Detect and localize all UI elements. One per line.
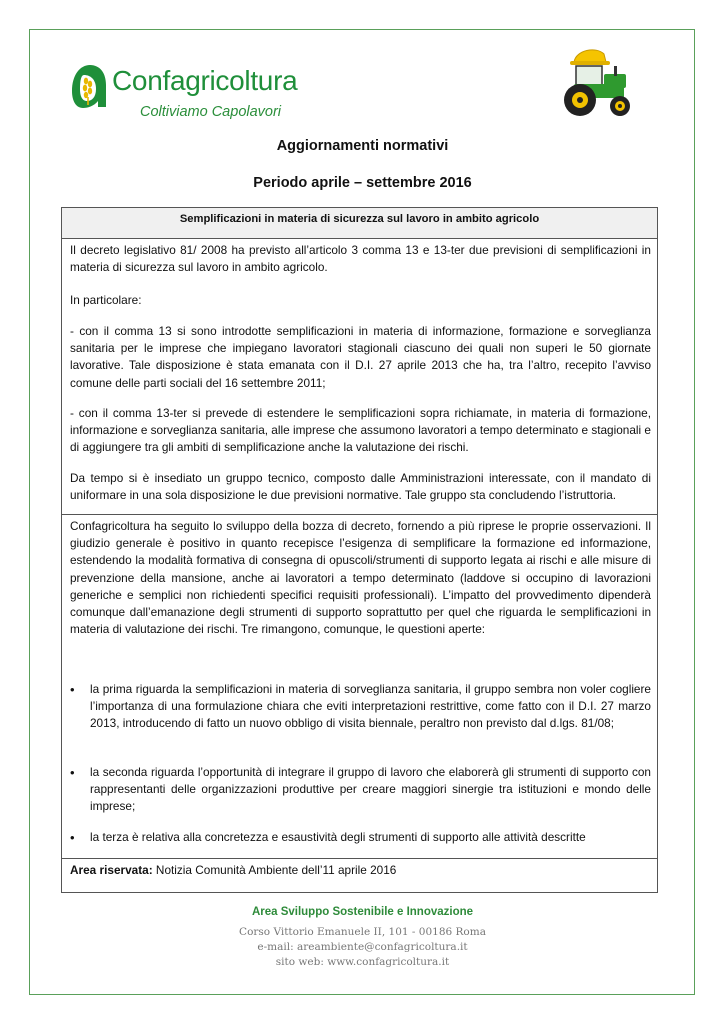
wheat-logo-icon — [68, 61, 108, 109]
paragraph-confagricoltura: Confagricoltura ha seguito lo sviluppo della bozza di decreto, fornendo a più riprese le proprie osservazioni. Il giudizio generale è positivo in quanto recepisce l’esigenza di semplificare la formazione ed informazione, estendendo la modalità formativa di consegna di opuscoli/strumenti di supporto legata ai rischi e alle misure di prevenzione della mansione, anche ai lavoratori a tempo determinato (laddove si occupino di lavorazioni generiche e semplici non richiedenti specifici requisiti professionali). L’impatto del provvedimento dipenderà comunque dall’emanazione degli strumenti di supporto soprattutto per quel che riguarda le semplificazioni in materia di valutazione dei rischi. Tre rimangono, comunque, le questioni aperte: — [70, 519, 651, 637]
bullet-text: la prima riguarda la semplificazioni in materia di sorveglianza sanitaria, il gruppo sembra non voler cogliere l’importanza di una formulazione chiara che eviti interpretazioni restrittive, come fatto con il D.I. 27 marzo 2013, introducendo di fatto un nuovo obbligo di visita biennale, peraltro non previsto dal d.lgs. 81/08; — [90, 682, 651, 731]
footer-area-name: Area Sviluppo Sostenibile e Innovazione — [251, 906, 474, 918]
footer-email: e-mail: areambiente@confagricoltura.it — [257, 941, 468, 953]
content-table — [61, 207, 658, 893]
bullet-text: la seconda riguarda l’opportunità di integrare il gruppo di lavoro che elaborerà gli strumenti di supporto con rappresentanti delle organizzazioni produttive per creare maggiori sinergie tra istituzioni e mondo delle imprese; — [90, 765, 651, 814]
brand-name: Confagricoltura — [112, 65, 298, 96]
document-period: Periodo aprile – settembre 2016 — [253, 175, 472, 191]
paragraph-intro: Il decreto legislativo 81/ 2008 ha previsto all’articolo 3 comma 13 e 13-ter due previsioni di semplificazioni in materia di sicurezza sul lavoro in ambito agricolo. — [70, 243, 651, 275]
paragraph-particolare: In particolare: — [70, 293, 142, 307]
footer-address: Corso Vittorio Emanuele II, 101 - 00186 Roma — [239, 926, 486, 938]
confagricoltura-logo — [68, 58, 308, 128]
row-divider — [62, 858, 657, 859]
area-riservata-text: Notizia Comunità Ambiente dell’11 aprile 2016 — [152, 863, 397, 877]
footer-website: sito web: www.confagricoltura.it — [275, 956, 450, 968]
paragraph-comma-13ter: - con il comma 13-ter si prevede di estendere le semplificazioni sopra richiamate, in materia di formazione, informazione e sorveglianza sanitaria, alle imprese che assumono lavoratori a tempo determinato e stagionali e di aggiungere tra gli ambiti di semplificazione anche la valutazione dei rischi. — [70, 406, 651, 455]
bullet-text: la terza è relativa alla concretezza e esaustività degli strumenti di supporto alle attività descritte — [90, 830, 586, 844]
area-riservata-label: Area riservata: — [70, 863, 153, 877]
row-divider — [62, 514, 657, 515]
bullet-icon: • — [70, 765, 75, 780]
document-title: Aggiornamenti normativi — [276, 138, 449, 154]
section-heading: Semplificazioni in materia di sicurezza sul lavoro in ambito agricolo — [62, 208, 657, 239]
tractor-helmet-icon — [554, 44, 638, 120]
area-riservata-note — [70, 862, 651, 879]
paragraph-gruppo-tecnico: Da tempo si è insediato un gruppo tecnico, composto dalle Amministrazioni interessate, con il mandato di uniformare in una sola disposizione le due previsioni normative. Tale gruppo sta concludendo l’istruttoria. — [70, 471, 651, 503]
brand-tagline: Coltiviamo Capolavori — [140, 104, 282, 120]
paragraph-comma-13: - con il comma 13 si sono introdotte semplificazioni in materia di informazione, formazione e sorveglianza sanitaria per le imprese che impiegano lavoratori stagionali ciascuno dei quali non superi le 50 giornate lavorative. Tale disposizione è stata emanata con il D.I. 27 aprile 2013 che ha, tra l’altro, recepito l’avviso comune delle parti sociali del 16 settembre 2011; — [70, 324, 651, 390]
bullet-icon: • — [70, 682, 75, 697]
bullet-icon: • — [70, 830, 75, 845]
